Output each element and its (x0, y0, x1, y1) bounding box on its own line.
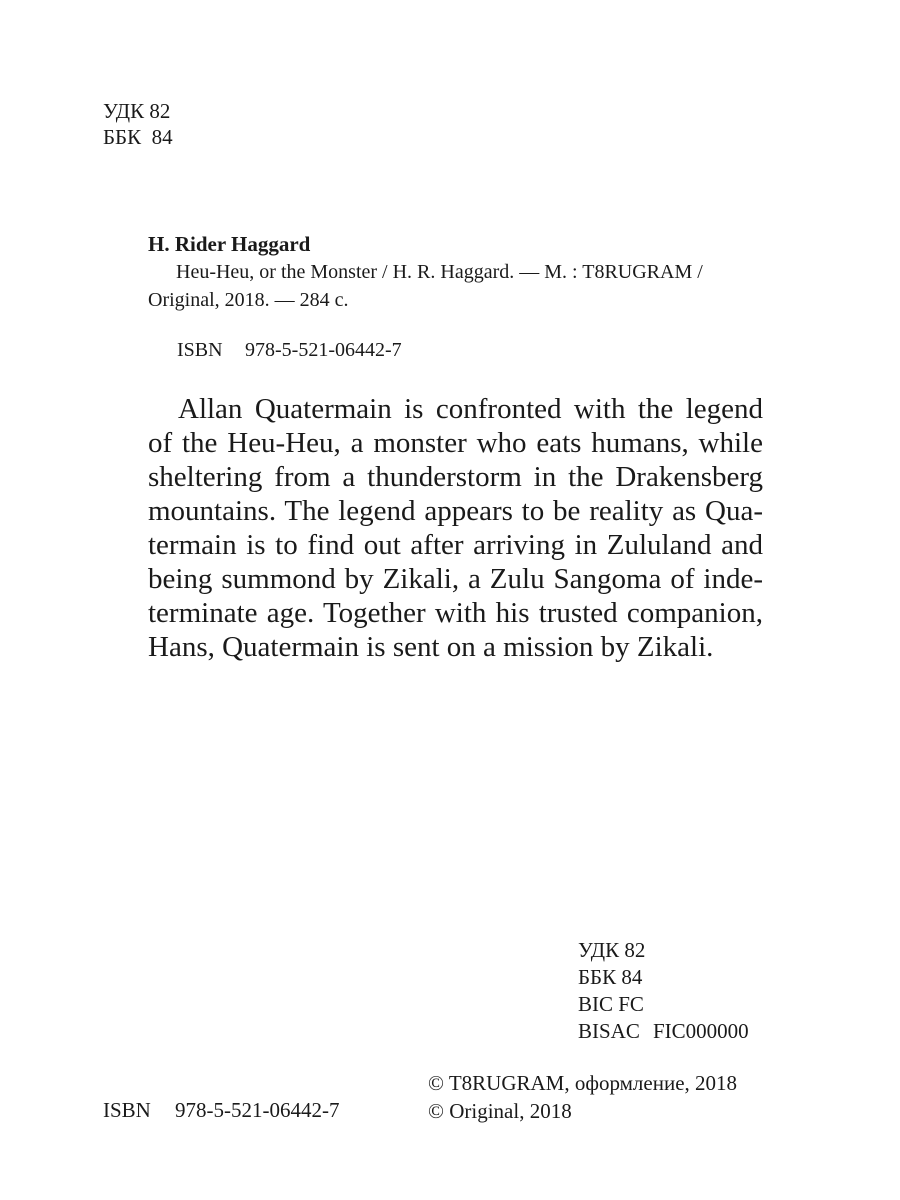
isbn-label: ISBN (103, 1098, 151, 1122)
annotation-line: Allan Quatermain is confronted with the legend (178, 393, 763, 425)
udk-code: УДК 82 (103, 99, 171, 123)
bisac-code: FIC000000 (653, 1019, 749, 1043)
bbk-code: ББК 84 (103, 125, 173, 149)
bic-code: BIC FC (578, 992, 644, 1016)
annotation-line: Hans, Quatermain is sent on a mission by Zikali. (148, 631, 714, 663)
biblio-line: Heu-Heu, or the Monster / H. R. Haggard. — M. : T8RUGRAM / (176, 261, 703, 283)
isbn-number: 978-5-521-06442-7 (175, 1098, 340, 1122)
bibliographic-record (148, 258, 763, 314)
annotation-paragraph (148, 392, 763, 664)
annotation-line: sheltering from a thunderstorm in the Drakensberg (148, 461, 763, 493)
annotation-line: terminate age. Together with his trusted companion, (148, 597, 763, 629)
bisac-row (578, 1018, 749, 1045)
copyright-notices (428, 1069, 737, 1125)
annotation-line: termain is to find out after arriving in Zululand and (148, 529, 763, 561)
annotation-line: of the Heu-Heu, a monster who eats humans, while (148, 427, 763, 459)
classification-top (103, 98, 173, 150)
biblio-line: Original, 2018. — 284 с. (148, 289, 349, 311)
annotation-line: being summond by Zikali, a Zulu Sangoma of inde- (148, 563, 763, 595)
isbn-top (177, 337, 402, 363)
bbk-code: ББК 84 (578, 965, 643, 989)
annotation-line: mountains. The legend appears to be reality as Qua- (148, 495, 763, 527)
author-name: H. Rider Haggard (148, 232, 311, 256)
isbn-bottom (103, 1097, 339, 1123)
classification-bottom (578, 937, 749, 1045)
bisac-label: BISAC (578, 1019, 640, 1043)
udk-code: УДК 82 (578, 938, 646, 962)
isbn-number: 978-5-521-06442-7 (245, 339, 402, 361)
copyright-line: © Original, 2018 (428, 1099, 572, 1123)
copyright-line: © T8RUGRAM, оформление, 2018 (428, 1071, 738, 1095)
isbn-label: ISBN (177, 339, 223, 361)
